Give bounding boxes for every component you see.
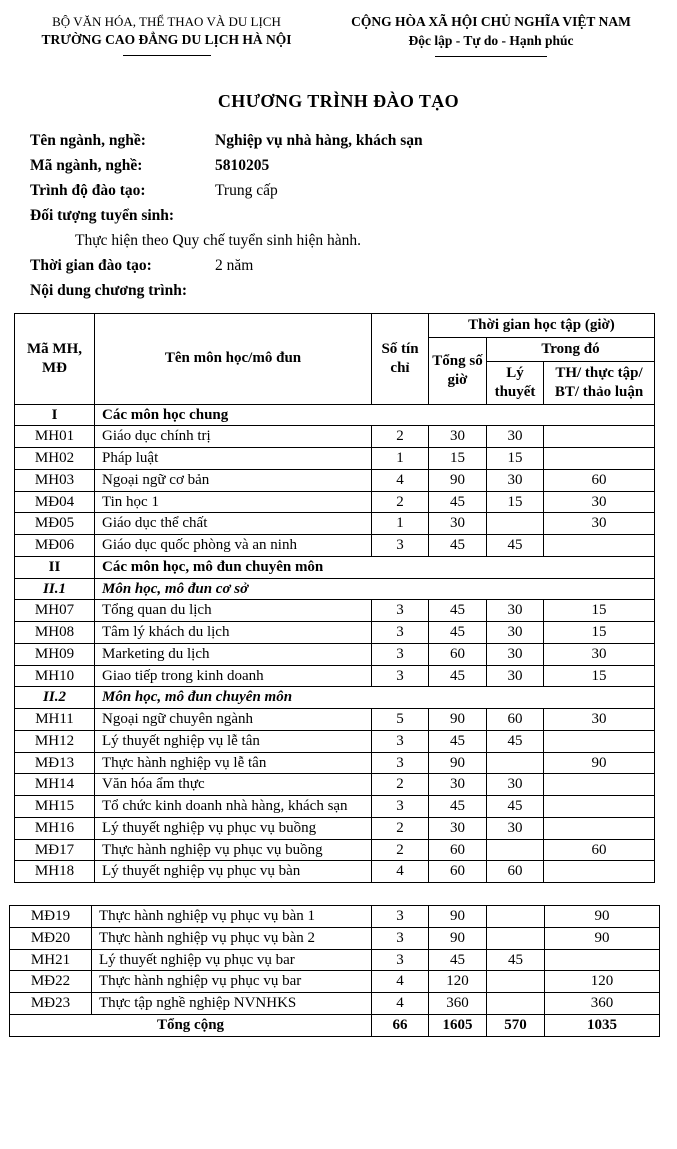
credits-cell: 4	[372, 469, 429, 491]
national-title: CỘNG HÒA XÃ HỘI CHỦ NGHĨA VIỆT NAM	[351, 14, 631, 29]
credits-cell: 3	[372, 665, 429, 687]
info-value: 2 năm	[215, 257, 254, 274]
section-code-cell: II.2	[15, 687, 95, 709]
section-name-cell: Các môn học chung	[95, 404, 655, 426]
theory-cell: 45	[487, 949, 545, 971]
info-line-admission-note	[30, 232, 647, 257]
total-hours-cell: 60	[429, 839, 487, 861]
practice-cell	[544, 730, 655, 752]
total-hours-cell: 30	[429, 817, 487, 839]
course-name-cell: Lý thuyết nghiệp vụ phục vụ buồng	[95, 817, 372, 839]
curriculum-table-part1	[14, 313, 655, 883]
info-label: Đối tượng tuyển sinh:	[30, 207, 175, 224]
course-name-cell: Lý thuyết nghiệp vụ phục vụ bàn	[95, 861, 372, 883]
credits-cell: 2	[372, 774, 429, 796]
course-name-cell: Tổng quan du lịch	[95, 600, 372, 622]
practice-cell: 60	[544, 839, 655, 861]
total-hours-cell: 360	[429, 993, 487, 1015]
practice-cell	[544, 817, 655, 839]
theory-cell: 30	[487, 469, 544, 491]
course-row	[15, 817, 655, 839]
organization-underline	[123, 55, 211, 56]
total-hours-cell: 15	[429, 448, 487, 470]
practice-cell	[544, 448, 655, 470]
total-hours-cell: 120	[429, 971, 487, 993]
col-header-course-name: Tên môn học/mô đun	[95, 314, 372, 405]
course-row	[15, 643, 655, 665]
credits-cell: 3	[372, 535, 429, 557]
total-hours-cell: 30	[429, 513, 487, 535]
course-code-cell: MĐ17	[15, 839, 95, 861]
credits-cell: 3	[372, 600, 429, 622]
ministry-name: BỘ VĂN HÓA, THỂ THAO VÀ DU LỊCH	[52, 14, 281, 29]
header-row-1	[15, 314, 655, 338]
total-hours-cell: 60	[429, 861, 487, 883]
course-name-cell: Văn hóa ẩm thực	[95, 774, 372, 796]
course-name-cell: Pháp luật	[95, 448, 372, 470]
course-row	[15, 709, 655, 731]
course-row	[15, 469, 655, 491]
credits-cell: 3	[372, 796, 429, 818]
section-name-cell: Môn học, mô đun chuyên môn	[95, 687, 655, 709]
theory-cell: 45	[487, 796, 544, 818]
course-code-cell: MH01	[15, 426, 95, 448]
theory-cell: 45	[487, 730, 544, 752]
total-credits-cell: 66	[372, 1014, 429, 1036]
course-name-cell: Giao tiếp trong kinh doanh	[95, 665, 372, 687]
credits-cell: 2	[372, 491, 429, 513]
course-row	[15, 622, 655, 644]
school-name: TRƯỜNG CAO ĐẲNG DU LỊCH HÀ NỘI	[41, 32, 292, 47]
info-line-major	[30, 132, 647, 157]
credits-cell: 1	[372, 513, 429, 535]
col-header-practice: TH/ thực tập/ BT/ thảo luận	[544, 362, 655, 405]
practice-cell	[544, 774, 655, 796]
course-name-cell: Giáo dục chính trị	[95, 426, 372, 448]
theory-cell	[487, 906, 545, 928]
course-code-cell: MH03	[15, 469, 95, 491]
credits-cell: 3	[372, 622, 429, 644]
course-code-cell: MH15	[15, 796, 95, 818]
theory-cell	[487, 971, 545, 993]
course-name-cell: Thực hành nghiệp vụ phục vụ bàn 1	[92, 906, 372, 928]
practice-cell: 30	[544, 709, 655, 731]
practice-cell	[544, 426, 655, 448]
credits-cell: 1	[372, 448, 429, 470]
course-code-cell: MĐ22	[10, 971, 92, 993]
course-code-cell: MH02	[15, 448, 95, 470]
course-row	[15, 535, 655, 557]
course-code-cell: MĐ23	[10, 993, 92, 1015]
course-row	[15, 752, 655, 774]
theory-cell: 30	[487, 817, 544, 839]
course-name-cell: Thực hành nghiệp vụ phục vụ bar	[92, 971, 372, 993]
course-row	[15, 861, 655, 883]
credits-cell: 2	[372, 426, 429, 448]
course-name-cell: Lý thuyết nghiệp vụ phục vụ bar	[92, 949, 372, 971]
course-row	[15, 665, 655, 687]
practice-cell: 90	[544, 752, 655, 774]
course-name-cell: Tin học 1	[95, 491, 372, 513]
theory-cell: 30	[487, 643, 544, 665]
theory-cell: 15	[487, 448, 544, 470]
practice-cell: 60	[544, 469, 655, 491]
section-code-cell: II.1	[15, 578, 95, 600]
theory-cell: 45	[487, 535, 544, 557]
credits-cell: 2	[372, 839, 429, 861]
total-hours-cell: 45	[429, 535, 487, 557]
course-row	[15, 730, 655, 752]
credits-cell: 3	[372, 949, 429, 971]
credits-cell: 3	[372, 643, 429, 665]
info-section	[30, 132, 647, 307]
national-motto: Độc lập - Tự do - Hạnh phúc	[408, 33, 574, 48]
col-header-study-time-group: Thời gian học tập (giờ)	[429, 314, 655, 338]
section-row	[15, 578, 655, 600]
practice-cell: 90	[545, 927, 660, 949]
course-name-cell: Lý thuyết nghiệp vụ lễ tân	[95, 730, 372, 752]
course-code-cell: MĐ05	[15, 513, 95, 535]
course-name-cell: Tâm lý khách du lịch	[95, 622, 372, 644]
total-hours-cell: 45	[429, 622, 487, 644]
national-underline	[435, 56, 547, 57]
info-label: Nội dung chương trình:	[30, 282, 187, 299]
course-row	[15, 774, 655, 796]
practice-cell: 15	[544, 622, 655, 644]
col-header-theory: Lý thuyết	[487, 362, 544, 405]
course-row	[15, 600, 655, 622]
course-row	[15, 839, 655, 861]
practice-cell: 30	[544, 491, 655, 513]
course-name-cell: Marketing du lịch	[95, 643, 372, 665]
total-hours-sum-cell: 1605	[429, 1014, 487, 1036]
total-hours-cell: 90	[429, 709, 487, 731]
course-row	[15, 426, 655, 448]
curriculum-rows-part1	[15, 404, 655, 883]
section-row	[15, 404, 655, 426]
course-code-cell: MH09	[15, 643, 95, 665]
course-name-cell: Thực tập nghề nghiệp NVNHKS	[92, 993, 372, 1015]
course-code-cell: MĐ19	[10, 906, 92, 928]
practice-cell: 15	[544, 665, 655, 687]
total-hours-cell: 90	[429, 927, 487, 949]
total-hours-cell: 45	[429, 491, 487, 513]
total-hours-cell: 45	[429, 949, 487, 971]
course-name-cell: Giáo dục quốc phòng và an ninh	[95, 535, 372, 557]
info-label: Trình độ đào tạo:	[30, 182, 146, 199]
col-header-breakdown-group: Trong đó	[487, 338, 655, 362]
info-value: 5810205	[215, 157, 270, 174]
info-line-duration	[30, 257, 647, 282]
credits-cell: 3	[372, 752, 429, 774]
course-code-cell: MĐ20	[10, 927, 92, 949]
practice-cell	[544, 861, 655, 883]
credits-cell: 3	[372, 906, 429, 928]
course-code-cell: MĐ04	[15, 491, 95, 513]
practice-cell: 30	[544, 643, 655, 665]
info-line-admission-target	[30, 207, 647, 232]
total-label-cell: Tổng cộng	[10, 1014, 372, 1036]
total-hours-cell: 90	[429, 752, 487, 774]
course-code-cell: MH14	[15, 774, 95, 796]
course-row	[10, 906, 660, 928]
course-name-cell: Giáo dục thể chất	[95, 513, 372, 535]
total-hours-cell: 45	[429, 796, 487, 818]
practice-cell	[544, 535, 655, 557]
credits-cell: 4	[372, 861, 429, 883]
col-header-code: Mã MH, MĐ	[15, 314, 95, 405]
info-value: Trung cấp	[215, 182, 278, 199]
total-theory-cell: 570	[487, 1014, 545, 1036]
total-hours-cell: 90	[429, 906, 487, 928]
course-name-cell: Ngoại ngữ chuyên ngành	[95, 709, 372, 731]
info-value: Thực hiện theo Quy chế tuyển sinh hiện hành.	[75, 232, 362, 249]
credits-cell: 3	[372, 927, 429, 949]
course-code-cell: MH18	[15, 861, 95, 883]
theory-cell: 30	[487, 622, 544, 644]
theory-cell: 30	[487, 774, 544, 796]
course-name-cell: Ngoại ngữ cơ bản	[95, 469, 372, 491]
course-row	[10, 949, 660, 971]
practice-cell: 360	[545, 993, 660, 1015]
curriculum-rows-part2	[10, 906, 660, 1037]
theory-cell: 15	[487, 491, 544, 513]
course-code-cell: MH16	[15, 817, 95, 839]
organization-block	[14, 14, 319, 57]
credits-cell: 4	[372, 971, 429, 993]
course-row	[10, 993, 660, 1015]
national-block	[319, 14, 663, 57]
letterhead	[0, 14, 677, 57]
section-code-cell: I	[15, 404, 95, 426]
total-hours-cell: 45	[429, 730, 487, 752]
info-line-major-code	[30, 157, 647, 182]
practice-cell: 15	[544, 600, 655, 622]
credits-cell: 2	[372, 817, 429, 839]
section-row	[15, 687, 655, 709]
theory-cell: 30	[487, 665, 544, 687]
info-value: Nghiệp vụ nhà hàng, khách sạn	[215, 132, 423, 149]
credits-cell: 4	[372, 993, 429, 1015]
practice-cell: 30	[544, 513, 655, 535]
info-label: Mã ngành, nghề:	[30, 157, 143, 174]
curriculum-table-header	[15, 314, 655, 405]
course-name-cell: Thực hành nghiệp vụ phục vụ buồng	[95, 839, 372, 861]
section-code-cell: II	[15, 556, 95, 578]
section-name-cell: Các môn học, mô đun chuyên môn	[95, 556, 655, 578]
credits-cell: 3	[372, 730, 429, 752]
theory-cell	[487, 993, 545, 1015]
total-hours-cell: 45	[429, 600, 487, 622]
course-row	[15, 491, 655, 513]
course-code-cell: MĐ13	[15, 752, 95, 774]
course-name-cell: Thực hành nghiệp vụ lễ tân	[95, 752, 372, 774]
course-code-cell: MH21	[10, 949, 92, 971]
course-code-cell: MH11	[15, 709, 95, 731]
col-header-credits: Số tín chỉ	[372, 314, 429, 405]
page-title: CHƯƠNG TRÌNH ĐÀO TẠO	[217, 91, 460, 111]
course-row	[15, 513, 655, 535]
practice-cell	[545, 949, 660, 971]
practice-cell	[544, 796, 655, 818]
total-hours-cell: 60	[429, 643, 487, 665]
course-code-cell: MĐ06	[15, 535, 95, 557]
theory-cell: 60	[487, 709, 544, 731]
theory-cell	[487, 927, 545, 949]
info-label: Thời gian đào tạo:	[30, 257, 152, 274]
theory-cell: 30	[487, 600, 544, 622]
col-header-total-hours: Tổng số giờ	[429, 338, 487, 405]
curriculum-table-part2	[9, 905, 660, 1037]
theory-cell	[487, 839, 544, 861]
theory-cell: 60	[487, 861, 544, 883]
practice-cell: 90	[545, 906, 660, 928]
info-line-level	[30, 182, 647, 207]
course-code-cell: MH07	[15, 600, 95, 622]
course-code-cell: MH08	[15, 622, 95, 644]
course-code-cell: MH10	[15, 665, 95, 687]
course-row	[10, 927, 660, 949]
credits-cell: 5	[372, 709, 429, 731]
total-row	[10, 1014, 660, 1036]
section-row	[15, 556, 655, 578]
course-code-cell: MH12	[15, 730, 95, 752]
course-row	[15, 448, 655, 470]
course-row	[15, 796, 655, 818]
course-row	[10, 971, 660, 993]
total-practice-cell: 1035	[545, 1014, 660, 1036]
total-hours-cell: 45	[429, 665, 487, 687]
practice-cell: 120	[545, 971, 660, 993]
theory-cell	[487, 513, 544, 535]
info-label: Tên ngành, nghề:	[30, 132, 146, 149]
info-line-content-heading	[30, 282, 647, 307]
total-hours-cell: 30	[429, 774, 487, 796]
theory-cell: 30	[487, 426, 544, 448]
theory-cell	[487, 752, 544, 774]
total-hours-cell: 90	[429, 469, 487, 491]
course-name-cell: Thực hành nghiệp vụ phục vụ bàn 2	[92, 927, 372, 949]
course-name-cell: Tổ chức kinh doanh nhà hàng, khách sạn	[95, 796, 372, 818]
section-name-cell: Môn học, mô đun cơ sở	[95, 578, 655, 600]
total-hours-cell: 30	[429, 426, 487, 448]
